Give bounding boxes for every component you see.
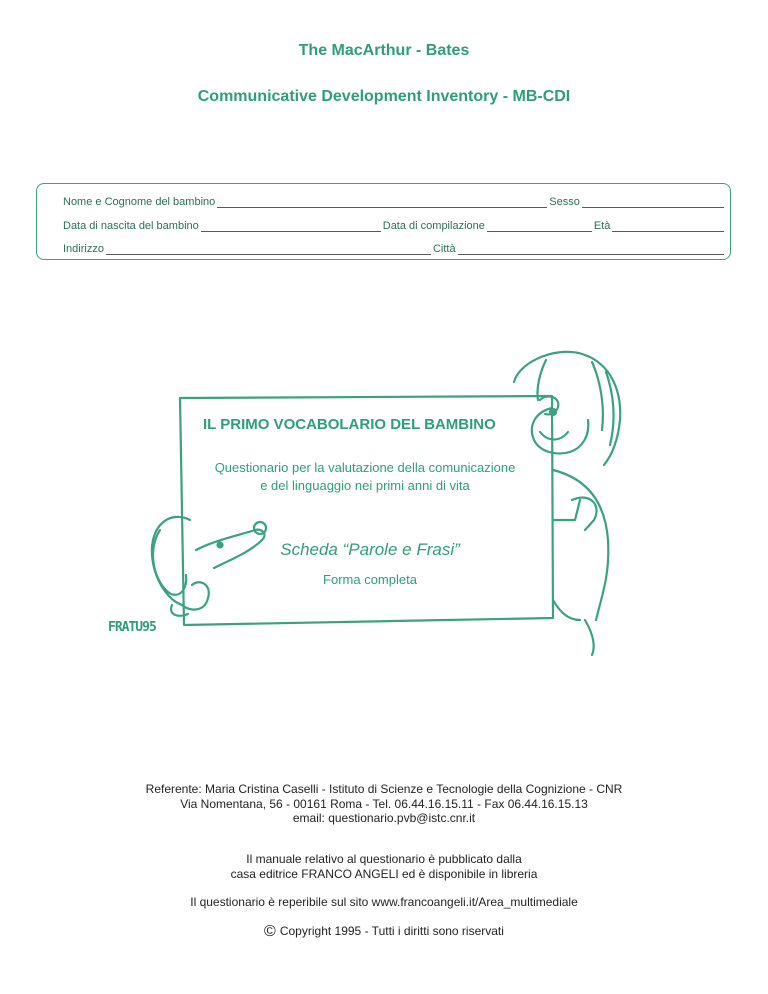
footer-manual-line-1: Il manuale relativo al questionario è pubblicato dalla: [246, 852, 522, 866]
city-label: Città: [432, 243, 456, 255]
birth-label: Data di nascita del bambino: [63, 220, 199, 232]
artist-signature: FRATU95: [108, 620, 156, 635]
title-line-1: The MacArthur - Bates: [298, 42, 470, 59]
name-label: Nome e Cognome del bambino: [63, 196, 216, 208]
footer-referente: Referente: Maria Cristina Caselli - Istituto di Scienze e Tecnologie della Cognizione - CNR: [145, 782, 623, 796]
footer-site: Il questionario è reperibile sul sito www.francoangeli.it/Area_multimediale: [190, 895, 578, 909]
footer-copyright: [0, 924, 768, 939]
card-title: IL PRIMO VOCABOLARIO DEL BAMBINO: [203, 416, 496, 433]
footer-email: email: questionario.pvb@istc.cnr.it: [292, 811, 476, 825]
copyright-text: Copyright 1995 - Tutti i diritti sono riservati: [279, 924, 504, 938]
girl-legs-icon: [553, 600, 594, 655]
compile-date-label: Data di compilazione: [382, 220, 485, 232]
footer-manual-line-2: casa editrice FRANCO ANGELI ed è disponibile in libreria: [230, 867, 538, 881]
address-label: Indirizzo: [63, 243, 104, 255]
age-label: Età: [593, 220, 611, 232]
girl-body-icon: [553, 470, 608, 620]
dog-nose-icon: [254, 522, 266, 534]
card-subtitle-line-2: e del linguaggio nei primi anni di vita: [260, 478, 470, 493]
sex-label: Sesso: [549, 196, 580, 208]
card-subtitle-line-1: Questionario per la valutazione della comunicazione: [214, 460, 516, 475]
dog-ear-icon: [153, 530, 186, 595]
girl-face-icon: [532, 408, 588, 454]
copyright-icon: ©: [264, 923, 276, 940]
title-line-2: Communicative Development Inventory - MB-CDI: [197, 88, 571, 105]
dog-eye-icon: [218, 543, 223, 548]
footer-address: Via Nomentana, 56 - 00161 Roma - Tel. 06.44.16.15.11 - Fax 06.44.16.15.13: [180, 797, 588, 811]
card-forma: Forma completa: [323, 572, 417, 587]
card-scheda-title: Scheda “Parole e Frasi”: [280, 540, 460, 559]
girl-hair-icon: [514, 352, 620, 465]
girl-mouth-icon: [540, 432, 568, 440]
